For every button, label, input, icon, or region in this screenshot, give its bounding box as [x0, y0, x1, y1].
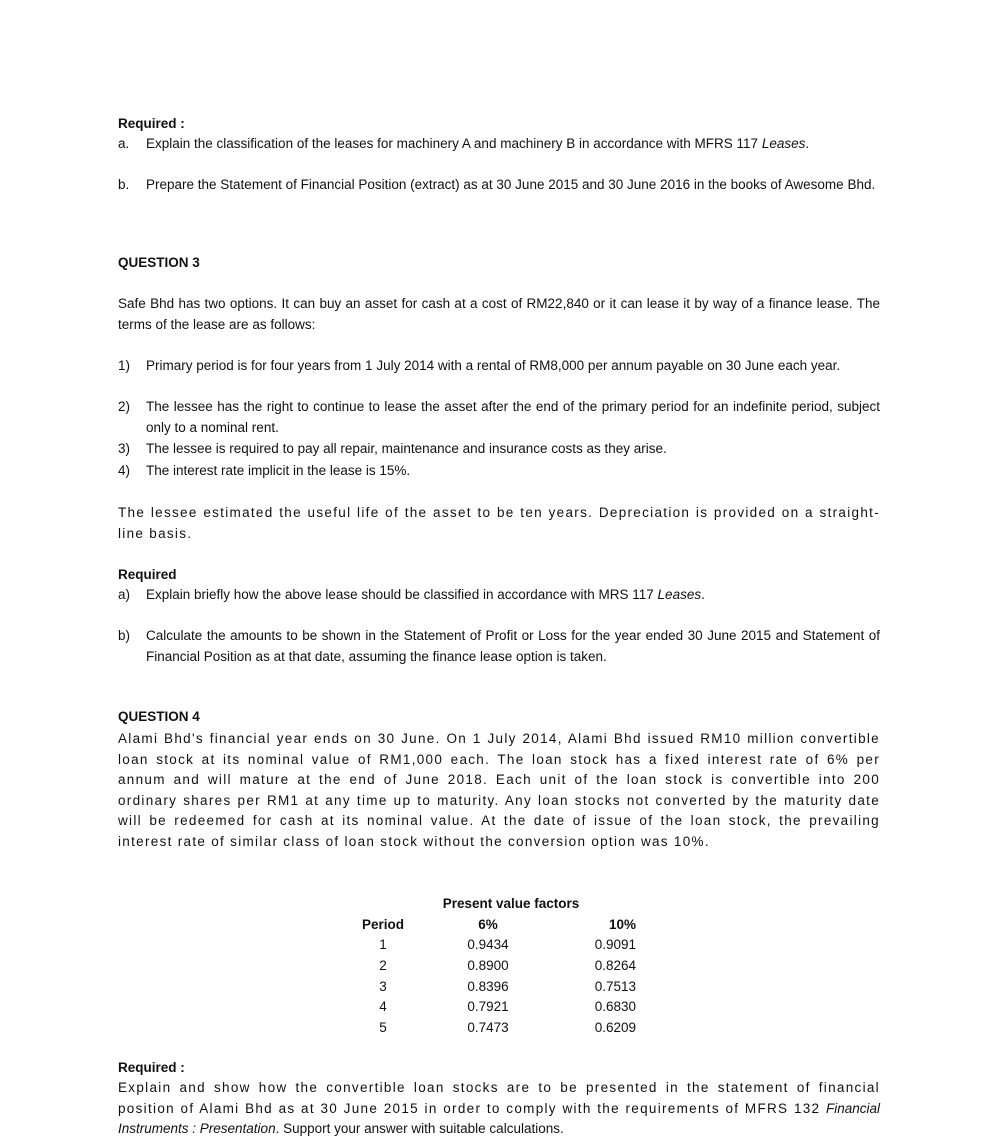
q3-term-1 — [118, 356, 880, 377]
term-text: Primary period is for four years from 1 July 2014 with a rental of RM8,000 per annum payable on 30 June each year. — [146, 358, 841, 373]
table-row — [346, 1017, 636, 1038]
table-row — [346, 955, 636, 976]
table-cell: 0.6830 — [594, 999, 636, 1015]
q3-note: The lessee estimated the useful life of the asset to be ten years. Depreciation is provided on a straight-line basis. — [118, 505, 880, 541]
table-cell: 4 — [379, 999, 387, 1015]
table-cell: 3 — [379, 978, 387, 994]
item-number: a. — [118, 136, 130, 151]
q3-heading: QUESTION 3 — [118, 255, 200, 270]
top-required-item-a — [118, 134, 880, 155]
q3-intro: Safe Bhd has two options. It can buy an asset for cash at a cost of RM22,840 or it can lease it by way of a finance lease. The terms of the lease are as follows: — [118, 296, 880, 332]
item-number: b. — [118, 177, 130, 192]
item-tail: . — [701, 587, 705, 602]
q3-required-heading: Required — [118, 567, 177, 582]
table-cell: 0.7921 — [467, 999, 509, 1015]
term-text: The lessee has the right to continue to lease the asset after the end of the primary period for an indefinite period, subject only to a nominal rent. — [146, 399, 880, 435]
table-header-6pct: 6% — [478, 916, 498, 932]
q3-required-a — [118, 585, 880, 606]
item-text: Prepare the Statement of Financial Position (extract) as at 30 June 2015 and 30 June 2016 in the books of Awesome Bhd. — [146, 177, 876, 192]
top-required-item-b — [118, 175, 880, 196]
term-number: 3) — [118, 441, 131, 456]
q4-heading: QUESTION 4 — [118, 709, 200, 724]
item-text: Explain the classification of the leases for machinery A and machinery B in accordance with MFRS 117 — [146, 136, 762, 151]
q3-term-2 — [118, 397, 880, 438]
term-number: 4) — [118, 463, 131, 478]
table-cell: 0.8396 — [467, 978, 509, 994]
item-number: a) — [118, 587, 131, 602]
q3-required-b — [118, 626, 880, 667]
q3-term-4 — [118, 461, 880, 482]
item-italic: Leases — [761, 136, 806, 151]
table-cell: 0.7513 — [594, 978, 636, 994]
q4-body: Alami Bhd's financial year ends on 30 June. On 1 July 2014, Alami Bhd issued RM10 million convertible loan stock at its nominal value of RM1,000 each. The loan stock has a fixed interest rate of 6% per annum and will mature at the end of June 2018. Each unit of the loan stock is convertible into 200 ordinary shares per RM1 at any time up to maturity. Any loan stocks not converted by the maturity date will be redeemed for cash at its nominal value. At the date of issue of the loan stock, the prevailing interest rate of similar class of loan stock without the conversion option was 10%. — [118, 731, 880, 849]
q4-required-text — [118, 1078, 880, 1140]
q3-term-3 — [118, 439, 880, 460]
top-required-heading: Required : — [118, 116, 185, 131]
term-number: 2) — [118, 399, 131, 414]
required-italic: Financial Instruments : Presentation — [118, 1100, 880, 1136]
table-header-10pct: 10% — [608, 916, 636, 932]
required-text: Explain and show how the convertible loan stocks are to be presented in the statement of financial position of Alami Bhd as at 30 June 2015 in order to comply with the requirements of MFRS 132 — [118, 1080, 880, 1116]
item-tail: . — [805, 136, 810, 151]
present-value-table — [346, 893, 636, 1038]
table-header-period: Period — [361, 916, 404, 932]
table-row — [346, 934, 636, 955]
table-cell: 0.7473 — [467, 1019, 509, 1035]
term-text: The interest rate implicit in the lease is 15%. — [146, 463, 411, 478]
table-row — [346, 996, 636, 1017]
table-cell: 2 — [379, 957, 387, 973]
table-cell: 1 — [379, 937, 387, 953]
table-cell: 0.6209 — [594, 1019, 636, 1035]
table-cell: 5 — [379, 1019, 387, 1035]
term-text: The lessee is required to pay all repair, maintenance and insurance costs as they arise. — [146, 441, 667, 456]
q4-required-heading: Required : — [118, 1060, 185, 1075]
item-italic: Leases — [657, 587, 702, 602]
table-cell: 0.8264 — [594, 957, 636, 973]
term-number: 1) — [118, 358, 131, 373]
required-tail: . Support your answer with suitable calculations. — [275, 1121, 564, 1136]
item-text: Explain briefly how the above lease should be classified in accordance with MRS 117 — [146, 587, 658, 602]
item-text: Calculate the amounts to be shown in the Statement of Profit or Loss for the year ended 30 June 2015 and Statement of Financial Position as at that date, assuming the finance lease option is taken. — [146, 628, 880, 664]
table-cell: 0.9434 — [467, 937, 509, 953]
table-title: Present value factors — [442, 895, 580, 911]
table-cell: 0.8900 — [467, 957, 509, 973]
item-number: b) — [118, 628, 131, 643]
table-cell: 0.9091 — [594, 937, 636, 953]
table-row — [346, 976, 636, 997]
